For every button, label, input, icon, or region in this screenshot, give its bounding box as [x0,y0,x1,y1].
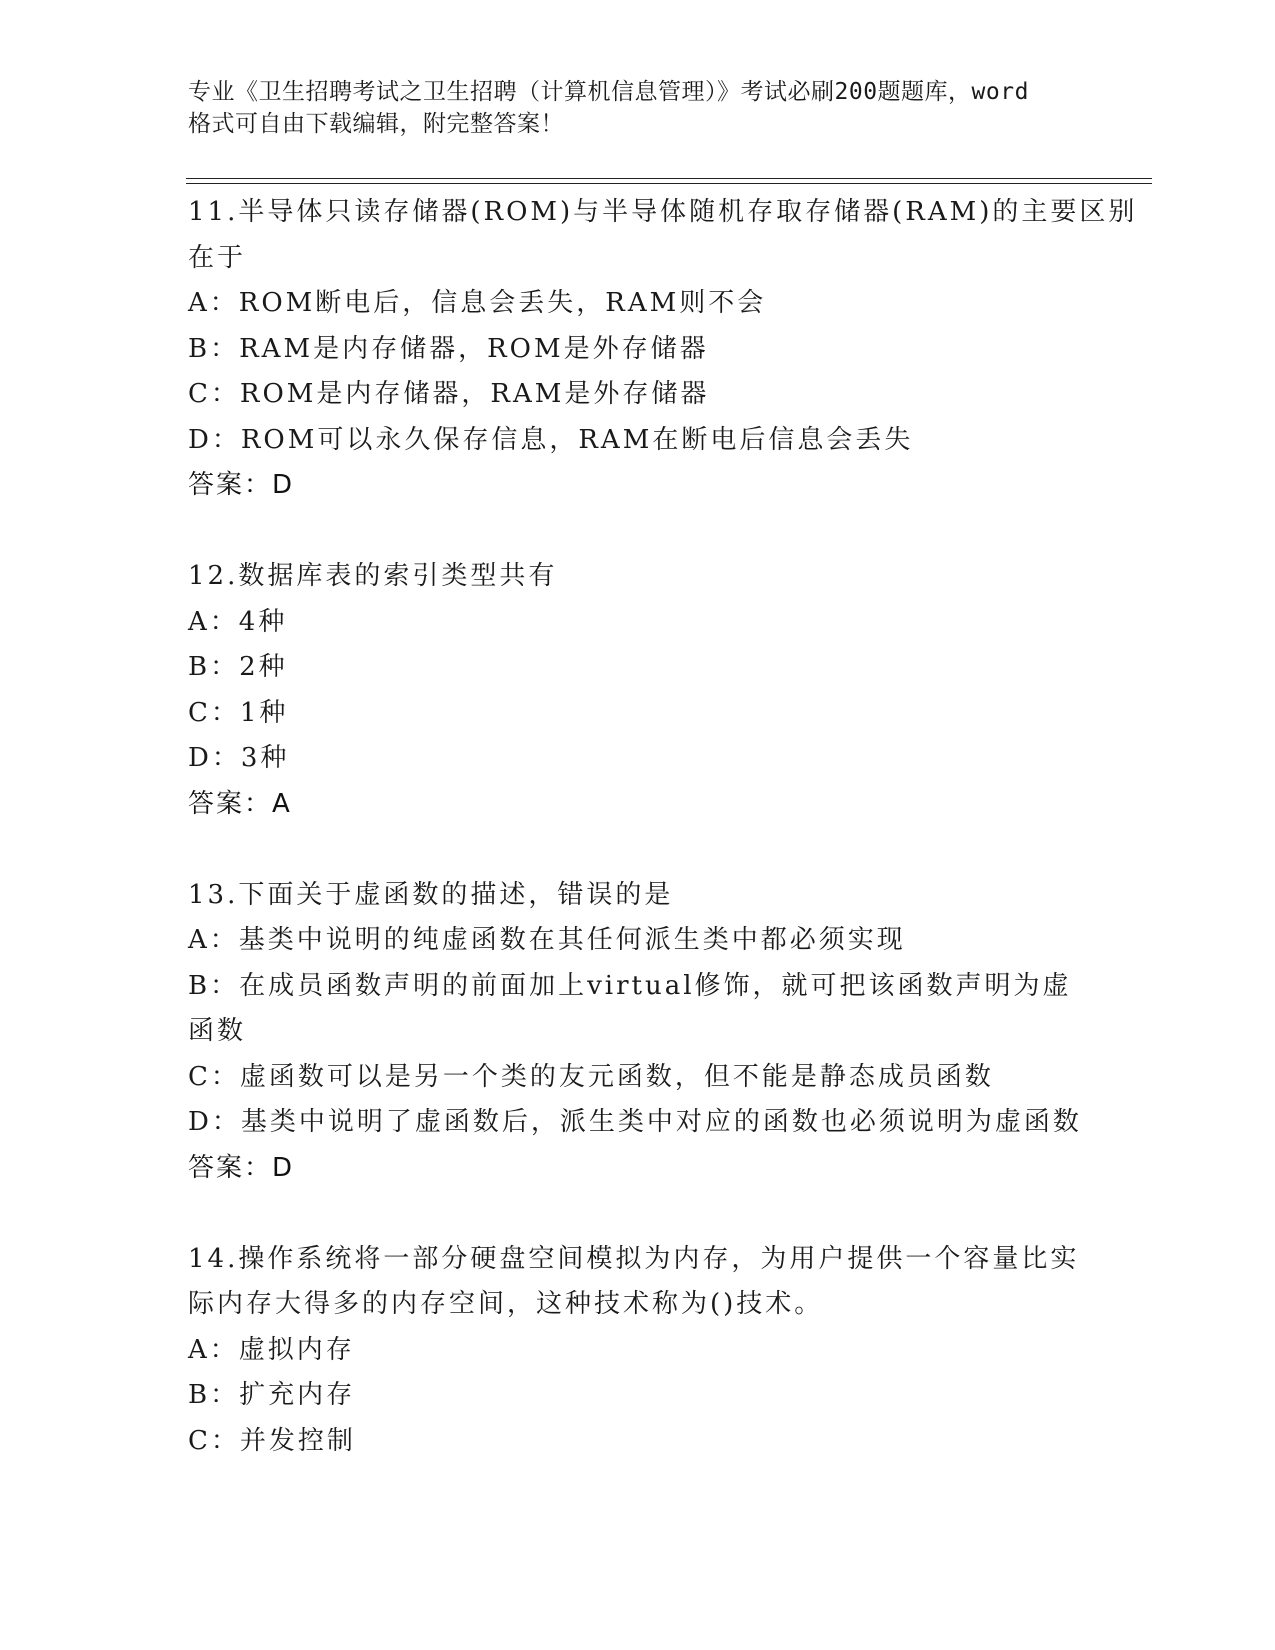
option-line: A：ROM断电后，信息会丢失，RAM则不会 [188,288,767,318]
answer-line: 答案：D [188,470,295,500]
question-block [188,554,1088,827]
option-line: D：基类中说明了虚函数后，派生类中对应的函数也必须说明为虚函数 [188,1107,1082,1137]
header-divider-top [186,178,1152,179]
option-line: C：虚函数可以是另一个类的友元函数，但不能是静态成员函数 [188,1061,994,1092]
question-spacer [188,509,1088,555]
option-line: C：ROM是内存储器，RAM是外存储器 [188,379,710,409]
question-stem-line: 际内存大得多的内存空间，这种技术称为()技术。 [188,1289,824,1319]
option-line: D：3种 [188,743,290,773]
option-line: B：RAM是内存储器，ROM是外存储器 [188,333,709,364]
option-line: D：ROM可以永久保存信息，RAM在断电后信息会丢失 [188,424,914,455]
option-line: B：2种 [188,652,288,682]
header-divider-bottom [186,183,1152,184]
header-line-1: 专业《卫生招聘考试之卫生招聘（计算机信息管理）》考试必刷200题题库，word [188,79,1029,105]
option-line: C：1种 [188,697,289,728]
option-line: 函数 [188,1016,247,1046]
answer-line: 答案：A [188,788,292,819]
option-line: A：基类中说明的纯虚函数在其任何派生类中都必须实现 [188,925,906,955]
question-stem-line: 在于 [188,242,247,273]
question-list [188,190,1138,1464]
question-spacer [188,827,1088,873]
question-stem-line: 11.半导体只读存储器(ROM)与半导体随机存取存储器(RAM)的主要区别 [188,197,1138,227]
question-stem-line: 14.操作系统将一部分硬盘空间模拟为内存，为用户提供一个容量比实 [188,1243,1080,1274]
question-block [188,873,1088,1192]
option-line: B：在成员函数声明的前面加上virtual修饰，就可把该函数声明为虚 [188,970,1072,1001]
question-stem-line: 13.下面关于虚函数的描述，错误的是 [188,879,674,910]
document-header [188,76,1088,140]
option-line: B：扩充内存 [188,1380,356,1410]
option-line: A：4种 [188,606,288,637]
answer-line: 答案：D [188,1152,295,1183]
question-block [188,1237,1088,1465]
option-line: C：并发控制 [188,1425,356,1456]
option-line: A：虚拟内存 [188,1334,355,1365]
question-spacer [188,1191,1088,1237]
question-stem-line: 12.数据库表的索引类型共有 [188,561,558,591]
question-block [188,190,1138,509]
header-line-2: 格式可自由下载编辑，附完整答案！ [188,111,564,137]
